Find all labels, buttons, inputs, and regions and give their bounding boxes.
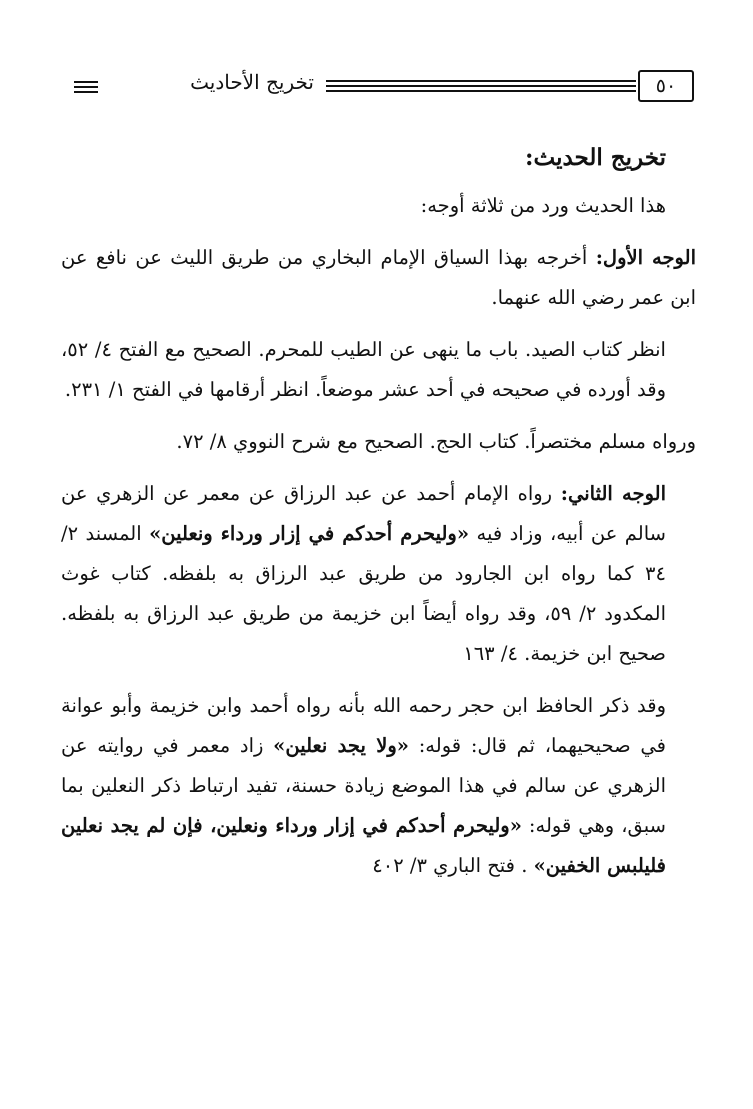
wajh2-label: الوجه الثاني:: [560, 482, 667, 505]
header-end-rule: [74, 86, 98, 88]
wajh2-text-a: رواه الإمام أحمد عن عبد الرزاق عن معمر عن الزهري عن سالم عن أبيه، وزاد فيه: [61, 482, 667, 545]
page-body: [61, 136, 696, 898]
header-end-rule: [74, 81, 98, 83]
final-text-c: . فتح الباري ٣/ ٤٠٢: [372, 854, 534, 877]
header-rule: [326, 80, 636, 82]
intro-paragraph: هذا الحديث ورد من ثلاثة أوجه:: [420, 194, 666, 217]
page-header: [74, 68, 694, 108]
running-title: تخريج الأحاديث: [190, 70, 314, 94]
final-quote-1: «ولا يجد نعلين»: [273, 734, 409, 757]
reference-paragraph-1: انظر كتاب الصيد. باب ما ينهى عن الطيب للمحرم. الصحيح مع الفتح ٤/ ٥٢، وقد أورده في صحيحه في أحد عشر موضعاً. انظر أرقامها في الفتح ١/ ٢٣١.: [61, 338, 666, 401]
wajh1-text: أخرجه بهذا السياق الإمام البخاري من طريق الليث عن نافع عن ابن عمر رضي الله عنهما.: [61, 246, 696, 309]
wajh2-text-b: المسند ٢/ ٣٤ كما رواه ابن الجارود من طريق عبد الرزاق به بلفظه. كتاب غوث المكدود ٢/ ٥٩، وقد رواه أيضاً ابن خزيمة من طريق عبد الرزاق به بلفظه. صحيح ابن خزيمة. ٤/ ١٦٣: [61, 522, 666, 665]
wajh2-paragraph: [61, 474, 696, 674]
header-end-rule: [74, 91, 98, 93]
wajh2-quote: «وليحرم أحدكم في إزار ورداء ونعلين»: [149, 522, 470, 545]
header-rule: [326, 85, 636, 87]
wajh1-paragraph: [61, 238, 696, 318]
header-rule: [326, 90, 636, 92]
wajh1-label: الوجه الأول:: [595, 246, 696, 269]
hafiz-paragraph: [61, 686, 696, 886]
final-text-b: زاد معمر في روايته عن الزهري عن سالم في هذا الموضع زيادة حسنة، تفيد ارتباط ذكر النعلين بما سبق، وهي قوله:: [61, 734, 666, 837]
page-number: ٥٠: [638, 70, 694, 102]
final-text-a: وقد ذكر الحافظ ابن حجر رحمه الله بأنه رواه أحمد وابن خزيمة وأبو عوانة في صحيحيهما، ثم قال: قوله:: [61, 694, 667, 757]
final-quote-2: «وليحرم أحدكم في إزار ورداء ونعلين، فإن لم يجد نعلين فليلبس الخفين»: [61, 814, 666, 877]
section-heading: تخريج الحديث:: [525, 144, 666, 171]
reference-paragraph-2: ورواه مسلم مختصراً. كتاب الحج. الصحيح مع شرح النووي ٨/ ٧٢.: [176, 430, 696, 453]
